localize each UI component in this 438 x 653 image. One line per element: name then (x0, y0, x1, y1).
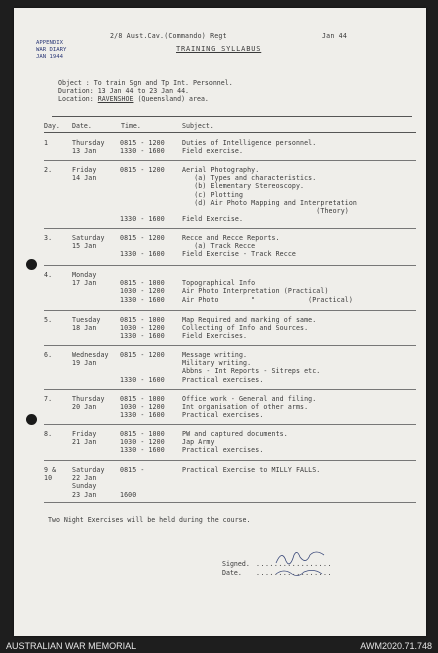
row-day: 4. (44, 271, 53, 279)
row-day: 5. (44, 316, 53, 324)
row-subject: (Theory) (182, 207, 349, 215)
row-date: 18 Jan (72, 324, 97, 333)
row-day: 2. (44, 166, 53, 174)
attribution-bar (0, 638, 438, 653)
row-subject: (c) Plotting (182, 190, 244, 199)
row-day: 10 (44, 474, 53, 483)
row-date: Tuesday (72, 316, 101, 324)
duration-line: Duration: 13 Jan 44 to 23 Jan 44. (58, 87, 190, 95)
row-date: 19 Jan (72, 359, 97, 368)
attribution-right: AWM2020.71.748 (360, 641, 432, 651)
row-subject: (d) Air Photo Mapping and Interpretation (182, 198, 357, 207)
row-date: 17 Jan (72, 279, 97, 288)
row-time: 0815 - (120, 466, 145, 474)
signature-line: ................. (256, 560, 332, 568)
row-time: 1330 - 1600 (120, 215, 165, 224)
row-time: 1330 - 1600 (120, 147, 165, 156)
row-time: 1330 - 1600 (120, 250, 165, 259)
row-date: 22 Jan (72, 474, 97, 483)
row-time: 0815 - 1000 (120, 316, 165, 324)
row-time: 0815 - 1000 (120, 430, 165, 438)
row-day: 1 (44, 139, 49, 147)
row-day: 3. (44, 234, 53, 242)
row-subject: (a) Track Recce (182, 242, 256, 251)
row-time: 0815 - 1200 (120, 166, 165, 174)
row-time: 1030 - 1200 (120, 438, 165, 447)
row-subject: Practical exercises. (182, 411, 264, 420)
row-time: 1330 - 1600 (120, 446, 165, 455)
row-time: 0815 - 1000 (120, 395, 165, 403)
row-day: 9 & (44, 466, 57, 474)
row-time: 1030 - 1200 (120, 287, 165, 296)
row-subject: Field Exercise. (182, 215, 244, 224)
unit-header: 2/8 Aust.Cav.(Commando) Regt (110, 32, 227, 40)
row-subject: Military writing. (182, 359, 252, 368)
row-subject: Air Photo Interpretation (Practical) (182, 287, 329, 296)
row-date: 23 Jan (72, 490, 97, 499)
row-subject: Aerial Photography. (182, 166, 260, 174)
row-time: 1330 - 1600 (120, 411, 165, 420)
handwritten-signature (14, 8, 426, 636)
row-time: 1330 - 1600 (120, 332, 165, 341)
row-time: 1330 - 1600 (120, 295, 165, 304)
row-date: Sunday (72, 482, 97, 491)
location-line: Location: RAVENSHOE (Queensland) area. (58, 95, 209, 103)
row-subject: Air Photo " (Practical) (182, 295, 353, 304)
date-line: ................. (256, 569, 332, 577)
col-subject: Subject. (182, 122, 214, 130)
row-time: 1030 - 1200 (120, 324, 165, 333)
row-subject: Duties of Intelligence personnel. (182, 139, 317, 147)
page-title: TRAINING SYLLABUS (176, 45, 262, 53)
header-date: Jan 44 (322, 32, 348, 40)
signed-label: Signed. (222, 560, 250, 568)
document-page (14, 8, 426, 636)
col-day: Day. (44, 122, 60, 130)
row-date: 13 Jan (72, 147, 97, 156)
row-date: Monday (72, 271, 97, 279)
row-subject: (b) Elementary Stereoscopy. (182, 182, 305, 191)
row-day: 6. (44, 351, 53, 359)
row-time: 0815 - 1000 (120, 279, 165, 288)
row-subject: Practical Exercise to MILLY FALLS. (182, 466, 321, 474)
row-subject: (a) Types and characteristics. (182, 174, 317, 183)
row-date: Wednesday (72, 351, 109, 359)
row-time: 1330 - 1600 (120, 375, 165, 384)
row-subject: Practical exercises. (182, 375, 264, 384)
row-subject: Abbns - Int Reports - Sitreps etc. (182, 367, 321, 376)
row-date: Friday (72, 430, 97, 438)
col-date: Date. (72, 122, 92, 130)
row-subject: Field Exercises. (182, 332, 248, 341)
row-subject: PW and captured documents. (182, 430, 288, 438)
night-exercise-note: Two Night Exercises will be held during the course. (48, 516, 251, 524)
row-time: 1030 - 1200 (120, 403, 165, 412)
row-subject: Jap Army (182, 438, 215, 447)
row-day: 7. (44, 395, 53, 403)
row-time: 0815 - 1200 (120, 139, 165, 147)
row-date: Thursday (72, 395, 105, 403)
row-time: 0815 - 1200 (120, 351, 165, 359)
date-label: Date. (222, 569, 242, 577)
row-subject: Message writing. (182, 351, 248, 359)
row-day: 8. (44, 430, 53, 438)
row-date: Saturday (72, 234, 105, 242)
row-date: 20 Jan (72, 403, 97, 412)
object-line: Object : To train Sgn and Tp Int. Personnel. (58, 79, 233, 87)
row-subject: Recce and Recce Reports. (182, 234, 280, 242)
attribution-left: AUSTRALIAN WAR MEMORIAL (6, 641, 137, 651)
row-subject: Int organisation of other arms. (182, 403, 309, 412)
row-subject: Map Required and marking of same. (182, 316, 317, 324)
row-time: 0815 - 1200 (120, 234, 165, 242)
row-date: 15 Jan (72, 242, 97, 251)
row-date: 14 Jan (72, 174, 97, 183)
row-subject: Practical exercises. (182, 446, 264, 455)
row-subject: Field exercise. (182, 147, 244, 156)
war-diary-stamp: APPENDIX WAR DIARY JAN 1944 (36, 40, 67, 60)
row-date: Saturday (72, 466, 105, 474)
row-subject: Field Exercise - Track Recce (182, 250, 296, 259)
row-date: 21 Jan (72, 438, 97, 447)
row-subject: Office work - General and filing. (182, 395, 317, 403)
row-subject: Collecting of Info and Sources. (182, 324, 309, 333)
col-time: Time. (121, 122, 141, 130)
row-time: 1600 (120, 490, 137, 499)
row-date: Thursday (72, 139, 105, 147)
row-date: Friday (72, 166, 97, 174)
row-subject: Topographical Info (182, 279, 256, 288)
